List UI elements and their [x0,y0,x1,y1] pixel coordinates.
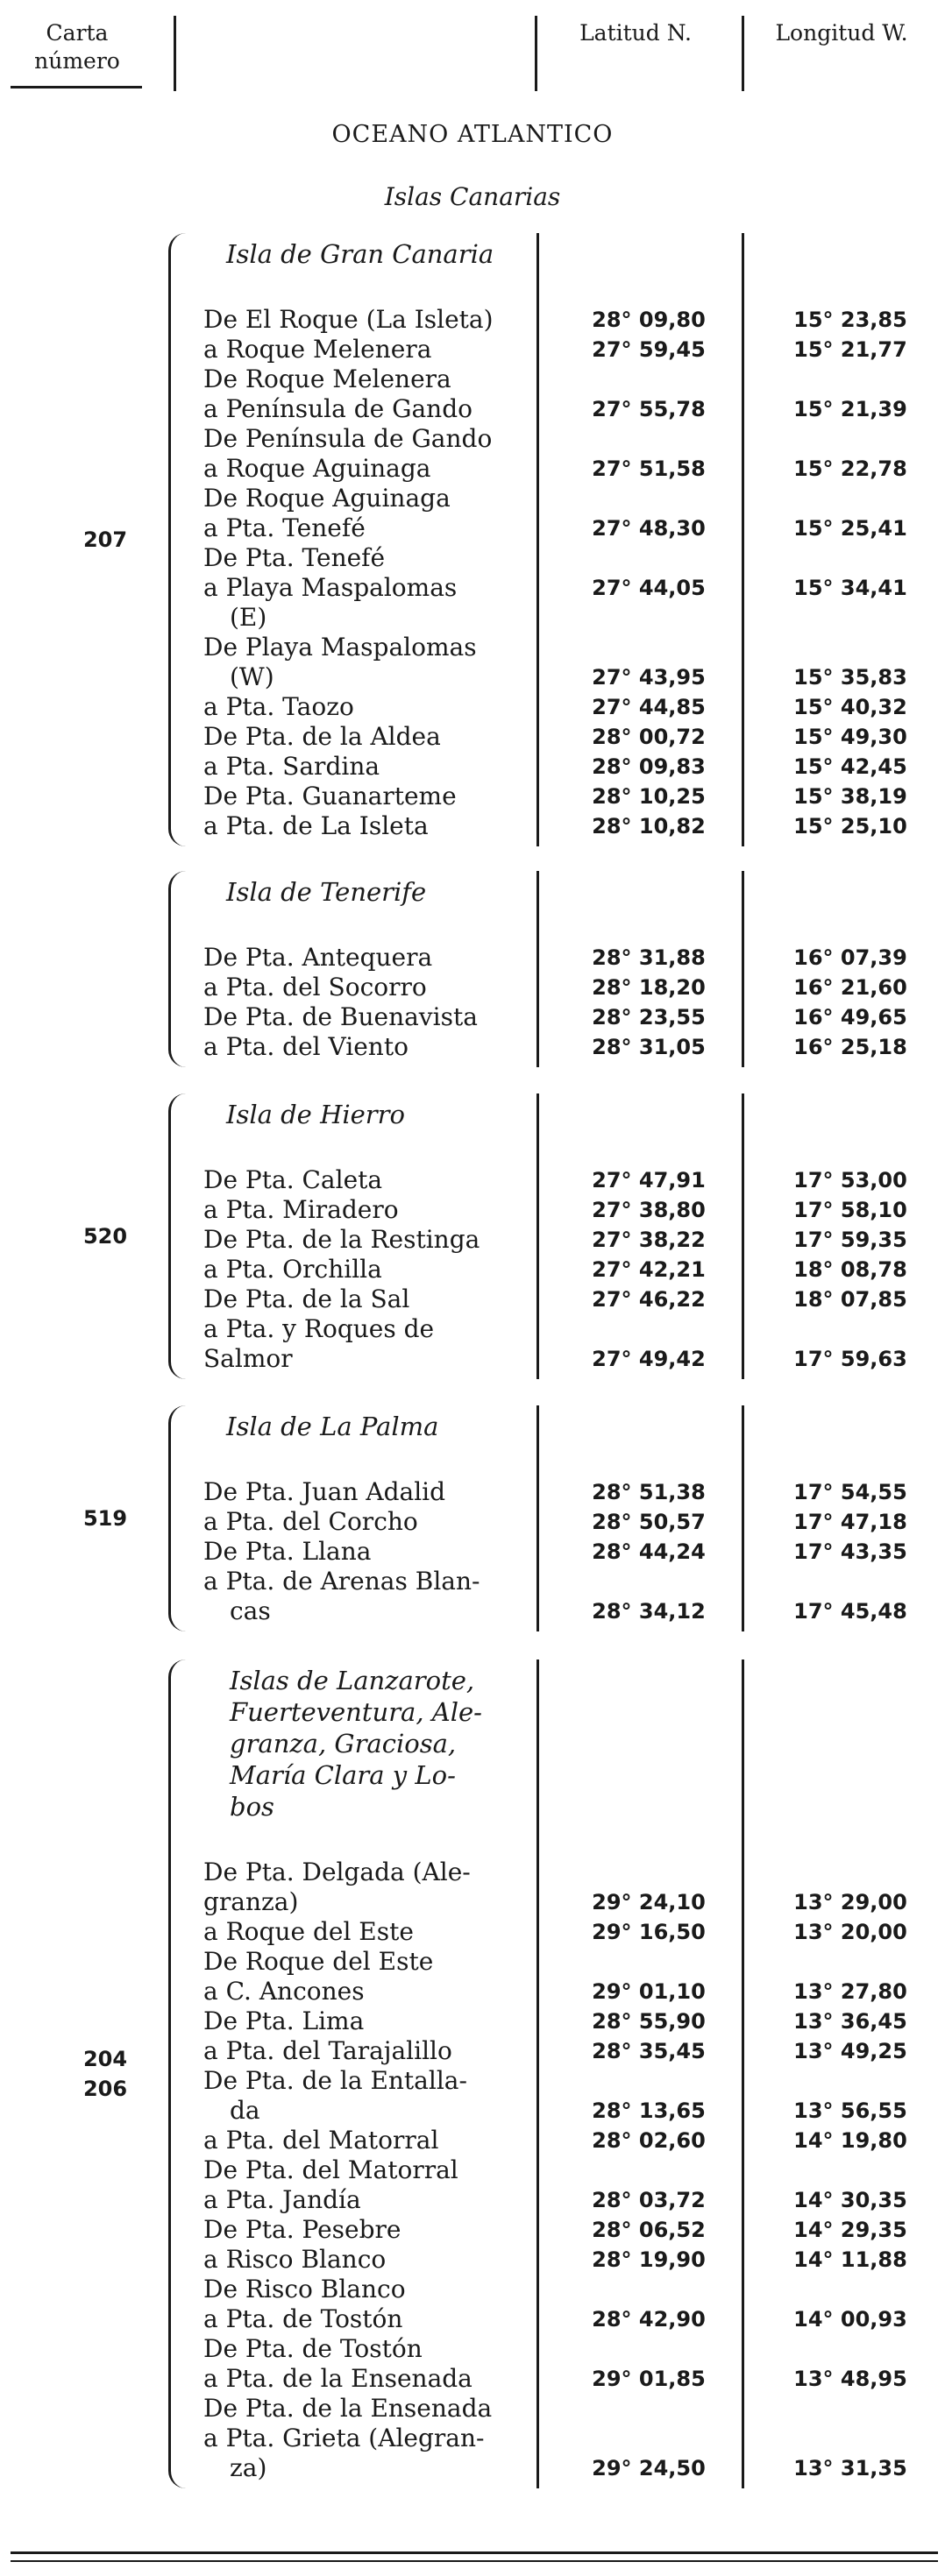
longitude-value: 17° 45,48 [793,1599,907,1624]
carta-number: 519 [82,1506,128,1531]
latitude-column-rule [536,1093,539,1379]
bottom-rule [11,2551,938,2554]
table-header [0,0,945,96]
longitude-value: 16° 21,60 [793,975,907,1000]
longitude-column-rule [742,1093,744,1379]
group-brace [168,871,192,1067]
latitude-value: 28° 44,24 [592,1539,706,1564]
longitud-header: Longitud W. [775,20,908,46]
island-heading-line: granza, Graciosa, [230,1729,457,1759]
coast-segment-text: De Pta. de la Ensenada [203,2394,493,2423]
longitude-column-rule [742,871,744,1067]
coast-segment-text: De Pta. Lima [203,2006,365,2035]
latitude-value: 29° 24,10 [592,1890,706,1914]
coast-segment-text: De Pta. Juan Adalid [203,1477,446,1506]
coast-segment-text: cas [230,1596,271,1625]
longitude-value: 17° 47,18 [793,1510,907,1534]
carta-number: 520 [82,1224,128,1249]
island-heading-line: Isla de La Palma [226,1412,439,1441]
latitude-value: 28° 00,72 [592,725,706,749]
header-divider-1 [174,16,176,91]
coast-segment-text: a Pta. Orchilla [203,1255,382,1284]
coast-segment-text: De Roque Aguinaga [203,484,451,513]
coast-segment-text: a Pta. Sardina [203,752,380,781]
latitude-value: 27° 59,45 [592,337,706,362]
latitude-value: 27° 44,05 [592,576,706,600]
longitude-value: 15° 42,45 [793,754,907,779]
coast-segment-text: a Pta. de La Isleta [203,811,429,840]
coast-segment-text: De Pta. Delgada (Ale- [203,1858,471,1886]
longitude-value: 13° 36,45 [793,2009,907,2034]
coast-segment-text: da [230,2096,260,2125]
latitude-value: 28° 34,12 [592,1599,706,1624]
longitude-value: 13° 49,25 [793,2039,907,2063]
longitude-value: 15° 25,41 [793,516,907,541]
latitude-value: 27° 38,22 [592,1228,706,1252]
longitude-value: 15° 21,39 [793,397,907,421]
longitude-value: 13° 20,00 [793,1920,907,1944]
coast-segment-text: a Pta. Miradero [203,1195,399,1224]
latitude-value: 28° 09,80 [592,308,706,332]
coast-segment-text: a Pta. de la Ensenada [203,2364,472,2393]
latitude-value: 28° 13,65 [592,2098,706,2123]
latitude-column-rule [536,1405,539,1631]
island-heading-line: Islas de Lanzarote, [230,1666,475,1695]
latitude-value: 27° 47,91 [592,1168,706,1192]
coast-segment-text: De Pta. de la Entalla- [203,2066,467,2095]
latitude-value: 28° 23,55 [592,1005,706,1030]
coast-segment-text: De Pta. Llana [203,1537,372,1566]
island-heading-line: María Clara y Lo- [230,1760,456,1790]
coast-segment-text: a Roque del Este [203,1917,414,1946]
longitude-value: 15° 40,32 [793,695,907,719]
island-heading [226,238,494,270]
coast-segment-text: a Roque Aguinaga [203,454,431,483]
longitude-value: 17° 43,35 [793,1539,907,1564]
latitude-value: 27° 42,21 [592,1257,706,1282]
latitude-value: 28° 02,60 [592,2128,706,2153]
longitude-value: 17° 58,10 [793,1198,907,1222]
latitude-value: 28° 51,38 [592,1480,706,1504]
coast-segment-text: a Pta. del Socorro [203,973,427,1001]
longitude-value: 14° 30,35 [793,2188,907,2212]
coast-segment-text: De Pta. de la Aldea [203,722,441,751]
header-underline [11,86,142,88]
latitude-value: 29° 01,85 [592,2367,706,2391]
coast-segment-text: De Pta. de la Restinga [203,1225,480,1254]
header-divider-3 [742,16,744,91]
carta-number: 207 [82,527,128,552]
group-brace [168,1660,192,2488]
longitude-value: 17° 53,00 [793,1168,907,1192]
coast-segment-text: De Pta. Guanarteme [203,782,457,810]
coast-segment-text: a Pta. Tenefé [203,513,366,542]
island-heading-line: Isla de Hierro [226,1100,405,1129]
coast-segment-text: a Roque Melenera [203,335,432,364]
latitude-value: 29° 24,50 [592,2456,706,2480]
longitude-value: 18° 07,85 [793,1287,907,1312]
island-heading-line: Isla de Gran Canaria [226,239,494,269]
latitude-value: 27° 51,58 [592,456,706,481]
longitude-value: 14° 29,35 [793,2218,907,2242]
island-heading [226,1099,405,1130]
coast-segment-text: De Península de Gando [203,424,493,453]
latitude-value: 28° 18,20 [592,975,706,1000]
latitude-value: 29° 01,10 [592,1979,706,2004]
longitude-value: 15° 49,30 [793,725,907,749]
longitude-column-rule [742,1405,744,1631]
latitude-value: 28° 06,52 [592,2218,706,2242]
group-brace [168,1093,192,1379]
island-heading [226,1411,438,1442]
coast-segment-text: a Pta. Grieta (Alegran- [203,2424,485,2452]
ocean-title: OCEANO ATLANTICO [331,121,614,148]
latitude-value: 27° 55,78 [592,397,706,421]
coast-segment-text: a Pta. del Corcho [203,1507,418,1536]
coast-segment-text: granza) [203,1887,299,1916]
latitud-header: Latitud N. [579,20,692,46]
longitude-value: 14° 19,80 [793,2128,907,2153]
coast-segment-text: (E) [230,603,267,632]
latitude-column-rule [536,233,539,846]
coast-segment-text: za) [230,2453,267,2482]
longitude-value: 16° 25,18 [793,1035,907,1059]
header-divider-2 [535,16,537,91]
group-brace [168,233,192,846]
bottom-rule-2 [11,2560,938,2562]
longitude-value: 13° 56,55 [793,2098,907,2123]
coast-segment-text: a Pta. Taozo [203,692,354,721]
coast-segment-text: a Península de Gando [203,394,472,423]
coast-segment-text: a Pta. del Tarajalillo [203,2036,452,2065]
coast-segment-text: a Pta. de Tostón [203,2304,403,2333]
carta-number: 204 [82,2047,128,2071]
longitude-value: 14° 11,88 [793,2247,907,2272]
coast-segment-text: De Pta. Caleta [203,1165,383,1194]
longitude-value: 16° 49,65 [793,1005,907,1030]
coast-segment-text: De Pta. de la Sal [203,1284,410,1313]
longitude-value: 13° 27,80 [793,1979,907,2004]
longitude-value: 14° 00,93 [793,2307,907,2332]
coast-segment-text: a Pta. y Roques de [203,1314,435,1343]
latitude-value: 28° 55,90 [592,2009,706,2034]
island-heading [226,876,426,908]
coast-segment-text: De Roque Melenera [203,364,451,393]
coast-segment-text: a Risco Blanco [203,2245,387,2274]
coast-segment-text: De Pta. de Tostón [203,2334,423,2363]
latitude-value: 27° 48,30 [592,516,706,541]
longitude-value: 15° 21,77 [793,337,907,362]
latitude-value: 28° 50,57 [592,1510,706,1534]
longitude-value: 18° 08,78 [793,1257,907,1282]
longitude-value: 15° 25,10 [793,814,907,839]
latitude-value: 28° 35,45 [592,2039,706,2063]
latitude-column-rule [536,871,539,1067]
island-heading-line: Isla de Tenerife [226,877,427,907]
longitude-value: 15° 34,41 [793,576,907,600]
island-heading [230,1665,482,1822]
latitude-value: 28° 31,05 [592,1035,706,1059]
longitude-value: 13° 31,35 [793,2456,907,2480]
coast-segment-text: De Pta. Tenefé [203,543,386,572]
longitude-value: 13° 48,95 [793,2367,907,2391]
coast-segment-text: (W) [230,662,274,691]
longitude-column-rule [742,1660,744,2488]
latitude-value: 28° 10,25 [592,784,706,809]
coast-segment-text: De Pta. Antequera [203,943,433,972]
latitude-value: 28° 19,90 [592,2247,706,2272]
island-heading-line: bos [230,1792,274,1822]
archipelago-title: Islas Canarias [384,182,561,211]
longitude-value: 15° 38,19 [793,784,907,809]
numero-label: número [34,48,120,74]
latitude-value: 28° 10,82 [592,814,706,839]
longitude-value: 15° 22,78 [793,456,907,481]
longitude-value: 16° 07,39 [793,945,907,970]
coast-segment-text: Salmor [203,1344,293,1373]
latitude-value: 27° 44,85 [592,695,706,719]
longitude-value: 17° 54,55 [793,1480,907,1504]
longitude-value: 15° 35,83 [793,665,907,690]
latitude-value: 27° 49,42 [592,1347,706,1371]
coast-segment-text: a Pta. Jandía [203,2185,361,2214]
latitude-value: 27° 43,95 [592,665,706,690]
coast-segment-text: De Pta. del Matorral [203,2155,458,2184]
island-heading-line: Fuerteventura, Ale- [230,1697,482,1727]
coast-segment-text: De El Roque (La Isleta) [203,305,494,334]
latitude-value: 27° 46,22 [592,1287,706,1312]
carta-number: 206 [82,2077,128,2101]
latitude-value: 27° 38,80 [592,1198,706,1222]
coast-segment-text: De Playa Maspalomas [203,633,477,662]
latitude-value: 28° 31,88 [592,945,706,970]
longitude-value: 17° 59,35 [793,1228,907,1252]
coast-segment-text: De Pta. de Buenavista [203,1002,478,1031]
coast-segment-text: De Risco Blanco [203,2275,406,2304]
latitude-value: 29° 16,50 [592,1920,706,1944]
coast-segment-text: De Roque del Este [203,1947,434,1976]
latitude-value: 28° 42,90 [592,2307,706,2332]
latitude-value: 28° 03,72 [592,2188,706,2212]
latitude-column-rule [536,1660,539,2488]
latitude-value: 28° 09,83 [592,754,706,779]
coast-segment-text: a Pta. del Viento [203,1032,409,1061]
longitude-column-rule [742,233,744,846]
group-brace [168,1405,192,1631]
coast-segment-text: De Pta. Pesebre [203,2215,401,2244]
longitude-value: 13° 29,00 [793,1890,907,1914]
carta-header [16,19,139,75]
coast-segment-text: a C. Ancones [203,1977,365,2006]
carta-label: Carta [46,20,109,46]
longitude-value: 15° 23,85 [793,308,907,332]
coast-segment-text: a Pta. del Matorral [203,2126,439,2155]
longitude-value: 17° 59,63 [793,1347,907,1371]
coast-segment-text: a Playa Maspalomas [203,573,458,602]
coast-segment-text: a Pta. de Arenas Blan- [203,1567,480,1596]
